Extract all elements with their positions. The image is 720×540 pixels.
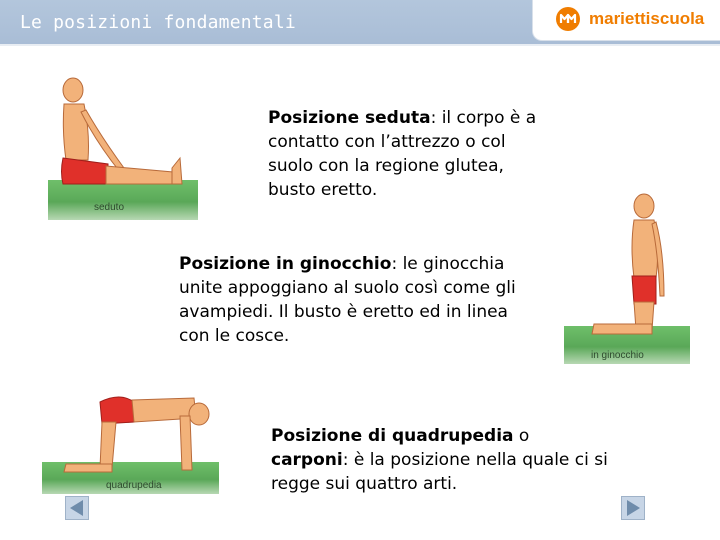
kneeling-person-icon <box>564 192 690 342</box>
figure-seduto <box>48 72 198 220</box>
brand-name: mariettiscuola <box>589 9 705 28</box>
text-seduta: : il corpo è a contatto con l’attrezzo o col suolo con la regione glutea, busto eretto. <box>268 108 537 200</box>
prev-button[interactable] <box>65 496 89 520</box>
section-seduta <box>268 106 538 202</box>
figure-ginocchio <box>564 192 690 364</box>
figure-label-quadrupedia: quadrupedia <box>106 480 162 491</box>
text-quadrupedia: : è la posizione nella quale ci si regge sui quattro arti. <box>271 450 608 494</box>
sitting-person-icon <box>48 72 198 192</box>
term-ginocchio: Posizione in ginocchio <box>179 254 392 274</box>
connector-o: o <box>513 426 530 446</box>
term-carponi: carponi <box>271 450 343 470</box>
brand-logo-box <box>532 0 720 41</box>
section-quadrupedia <box>271 424 611 496</box>
figure-label-seduto: seduto <box>94 202 125 213</box>
next-button[interactable] <box>621 496 645 520</box>
quadruped-person-icon <box>42 392 219 482</box>
term-seduta: Posizione seduta <box>268 108 431 128</box>
mariettiscuola-logo-icon <box>555 6 581 32</box>
figure-label-ginocchio: in ginocchio <box>591 350 644 361</box>
page-title: Le posizioni fondamentali <box>20 12 296 33</box>
header-divider <box>0 44 720 46</box>
section-ginocchio <box>179 252 524 348</box>
term-quadrupedia: Posizione di quadrupedia <box>271 426 514 446</box>
triangle-right-icon <box>622 497 644 519</box>
figure-quadrupedia <box>42 392 219 494</box>
text-ginocchio: : le ginocchia unite appoggiano al suolo così come gli avampiedi. Il busto è eretto ed in linea con le cosce. <box>179 254 516 346</box>
header-bar <box>0 0 720 44</box>
triangle-left-icon <box>66 497 88 519</box>
